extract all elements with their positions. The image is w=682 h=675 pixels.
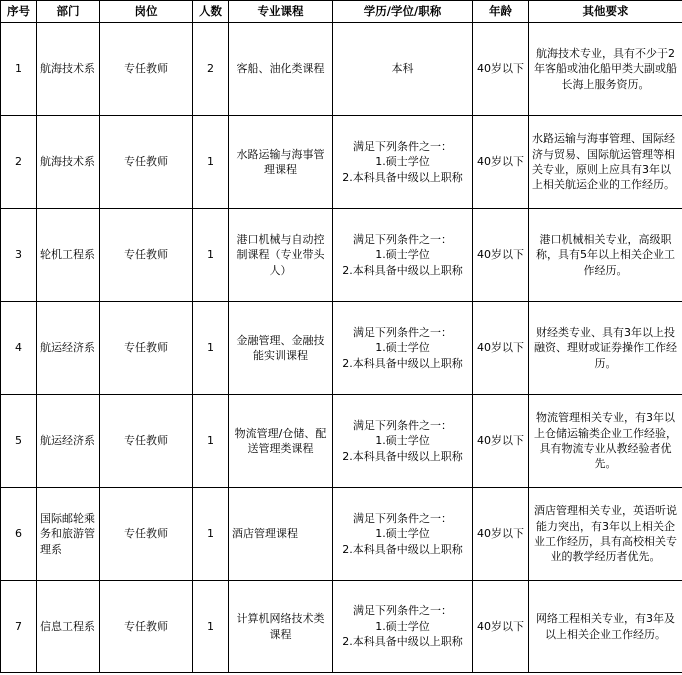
department: 航海技术系 xyxy=(37,116,100,209)
education-line: 2.本科具备中级以上职称 xyxy=(342,263,463,277)
other-requirements: 水路运输与海事管理、国际经济与贸易、国际航运管理等相关专业，原则上应具有3年以上相关航运企业的工作经历。 xyxy=(529,116,682,209)
row-number: 6 xyxy=(1,488,37,581)
position: 专任教师 xyxy=(100,116,193,209)
education-line: 1.硕士学位 xyxy=(375,341,430,355)
department: 航运经济系 xyxy=(37,395,100,488)
table-row xyxy=(1,23,682,116)
headcount: 1 xyxy=(193,581,229,673)
headcount: 1 xyxy=(193,302,229,395)
row-number: 1 xyxy=(1,23,37,116)
department: 信息工程系 xyxy=(37,581,100,673)
education xyxy=(333,488,473,581)
education-line: 2.本科具备中级以上职称 xyxy=(342,449,463,463)
headcount: 1 xyxy=(193,116,229,209)
education-line: 1.硕士学位 xyxy=(375,619,430,633)
header-no: 序号 xyxy=(1,1,37,23)
department: 轮机工程系 xyxy=(37,209,100,302)
education-line: 1.硕士学位 xyxy=(375,527,430,541)
header-course: 专业课程 xyxy=(229,1,333,23)
header-education: 学历/学位/职称 xyxy=(333,1,473,23)
education-line: 2.本科具备中级以上职称 xyxy=(342,635,463,649)
course: 物流管理/仓储、配送管理类课程 xyxy=(229,395,333,488)
headcount: 1 xyxy=(193,488,229,581)
education xyxy=(333,395,473,488)
position: 专任教师 xyxy=(100,395,193,488)
table-row xyxy=(1,395,682,488)
department: 航海技术系 xyxy=(37,23,100,116)
headcount: 1 xyxy=(193,209,229,302)
age: 40岁以下 xyxy=(473,581,529,673)
other-requirements: 酒店管理相关专业，英语听说能力突出，有3年以上相关企业工作经历，具有高校相关专业的教学经历者优先。 xyxy=(529,488,682,581)
other-requirements: 港口机械相关专业，高级职称，具有5年以上相关企业工作经历。 xyxy=(529,209,682,302)
header-other: 其他要求 xyxy=(529,1,682,23)
course: 计算机网络技术类课程 xyxy=(229,581,333,673)
education-line: 满足下列条件之一： xyxy=(353,325,452,339)
other-requirements: 物流管理相关专业，有3年以上仓储运输类企业工作经验，具有物流专业从教经验者优先。 xyxy=(529,395,682,488)
table-row xyxy=(1,488,682,581)
table-row xyxy=(1,302,682,395)
department: 航运经济系 xyxy=(37,302,100,395)
table-row xyxy=(1,116,682,209)
header-post: 岗位 xyxy=(100,1,193,23)
education-line: 2.本科具备中级以上职称 xyxy=(342,170,463,184)
row-number: 7 xyxy=(1,581,37,673)
header-dept: 部门 xyxy=(37,1,100,23)
age: 40岁以下 xyxy=(473,116,529,209)
course: 酒店管理课程 xyxy=(229,488,333,581)
course: 港口机械与自动控制课程（专业带头人） xyxy=(229,209,333,302)
department: 国际邮轮乘务和旅游管理系 xyxy=(37,488,100,581)
education xyxy=(333,302,473,395)
position: 专任教师 xyxy=(100,488,193,581)
education-line: 1.硕士学位 xyxy=(375,155,430,169)
education xyxy=(333,581,473,673)
education xyxy=(333,209,473,302)
headcount: 2 xyxy=(193,23,229,116)
education-line: 2.本科具备中级以上职称 xyxy=(342,542,463,556)
education-line: 满足下列条件之一： xyxy=(353,604,452,618)
position: 专任教师 xyxy=(100,209,193,302)
row-number: 2 xyxy=(1,116,37,209)
header-row xyxy=(1,1,682,23)
age: 40岁以下 xyxy=(473,209,529,302)
education-line: 1.硕士学位 xyxy=(375,434,430,448)
position: 专任教师 xyxy=(100,302,193,395)
position: 专任教师 xyxy=(100,581,193,673)
header-count: 人数 xyxy=(193,1,229,23)
row-number: 3 xyxy=(1,209,37,302)
education-line: 1.硕士学位 xyxy=(375,248,430,262)
row-number: 5 xyxy=(1,395,37,488)
education-line: 2.本科具备中级以上职称 xyxy=(342,356,463,370)
table-row xyxy=(1,581,682,673)
education-line: 满足下列条件之一： xyxy=(353,139,452,153)
header-age: 年龄 xyxy=(473,1,529,23)
row-number: 4 xyxy=(1,302,37,395)
course: 水路运输与海事管理课程 xyxy=(229,116,333,209)
age: 40岁以下 xyxy=(473,302,529,395)
course: 客船、油化类课程 xyxy=(229,23,333,116)
position: 专任教师 xyxy=(100,23,193,116)
headcount: 1 xyxy=(193,395,229,488)
age: 40岁以下 xyxy=(473,23,529,116)
education xyxy=(333,116,473,209)
other-requirements: 网络工程相关专业，有3年及以上相关企业工作经历。 xyxy=(529,581,682,673)
education-line: 满足下列条件之一： xyxy=(353,232,452,246)
other-requirements: 航海技术专业，具有不少于2年客船或油化船甲类大副或船长海上服务资历。 xyxy=(529,23,682,116)
education: 本科 xyxy=(333,23,473,116)
age: 40岁以下 xyxy=(473,488,529,581)
education-line: 满足下列条件之一： xyxy=(353,511,452,525)
table-row xyxy=(1,209,682,302)
course: 金融管理、金融技能实训课程 xyxy=(229,302,333,395)
age: 40岁以下 xyxy=(473,395,529,488)
education-line: 满足下列条件之一： xyxy=(353,418,452,432)
other-requirements: 财经类专业、具有3年以上投融资、理财或证券操作工作经历。 xyxy=(529,302,682,395)
